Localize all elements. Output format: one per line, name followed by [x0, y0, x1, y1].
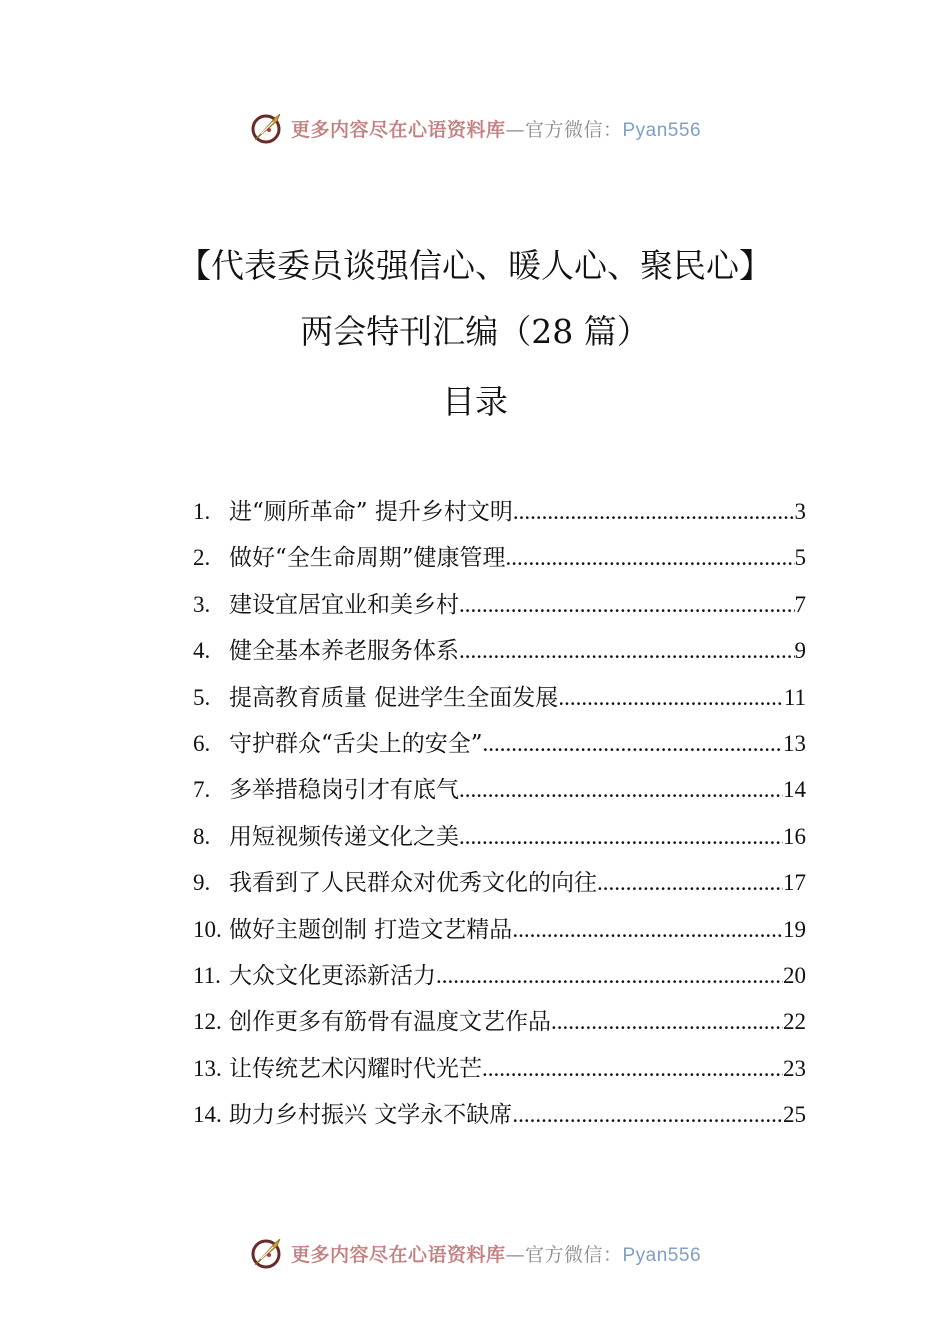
toc-dot-leader: [513, 489, 795, 535]
toc-entry-page: 25: [783, 1102, 806, 1128]
watermark-banner-bottom: [0, 1231, 950, 1275]
watermark-banner-top: [0, 106, 950, 150]
toc-entry-title: 用短视频传递文化之美: [229, 823, 459, 850]
toc-entry-number: 1.: [193, 499, 211, 524]
watermark-text: [291, 115, 701, 142]
toc-entry-title: 多举措稳岗引才有底气: [229, 777, 459, 804]
toc-entry-page: 19: [783, 916, 806, 942]
toc-dot-leader: [483, 721, 783, 767]
watermark-text-blue: Pyan556: [622, 119, 702, 141]
toc-entry-title: 做好“全生命周期”健康管理: [229, 545, 506, 572]
toc-dot-leader: [459, 814, 783, 860]
toc-entry-title: 大众文化更添新活力: [229, 962, 436, 989]
toc-dot-leader: [558, 675, 784, 721]
toc-entry-number: 3.: [193, 591, 211, 617]
toc-entry-2[interactable]: [193, 535, 806, 581]
toc-entry-title: 提高教育质量 促进学生全面发展: [229, 684, 559, 711]
toc-dot-leader: [512, 907, 783, 953]
toc-dot-leader: [506, 535, 795, 581]
toc-entry-title: 创作更多有筋骨有温度文艺作品: [229, 1009, 551, 1036]
toc-entry-number: 8.: [193, 823, 211, 849]
toc-entry-1[interactable]: [193, 489, 806, 535]
toc-entry-number: 12.: [193, 1009, 222, 1035]
toc-entry-8[interactable]: [193, 814, 806, 860]
toc-entry-title: 守护群众“舌尖上的安全”: [229, 730, 483, 757]
toc-entry-title: 让传统艺术闪耀时代光芒: [229, 1055, 482, 1082]
toc-entry-page: 17: [783, 870, 806, 896]
toc-entry-5[interactable]: [193, 675, 806, 721]
toc-entry-page: 22: [783, 1009, 806, 1035]
toc-entry-title: 助力乡村振兴 文学永不缺席: [229, 1102, 513, 1129]
toc-entry-page: 11: [783, 684, 806, 710]
toc-entry-number: 14.: [193, 1102, 222, 1128]
toc-entry-number: 4.: [193, 638, 211, 664]
watermark-text-red: 更多内容尽在心语资料库: [290, 118, 506, 141]
toc-dot-leader: [459, 628, 795, 674]
toc-dot-leader: [512, 1092, 783, 1138]
toc-entry-14[interactable]: [193, 1092, 806, 1138]
watermark-text-gray: —官方微信：: [505, 1243, 623, 1266]
toc-entry-page: 13: [783, 730, 806, 756]
toc-entry-number: 13.: [193, 1055, 222, 1081]
toc-entry-title: 进“厕所革命” 提升乡村文明: [229, 499, 513, 525]
toc-entry-title: 健全基本养老服务体系: [229, 638, 459, 665]
toc-entry-page: 7: [794, 591, 806, 617]
toc-entry-page: 3: [794, 499, 806, 524]
toc-entry-6[interactable]: [193, 721, 806, 767]
toc-entry-number: 6.: [193, 730, 211, 756]
toc-entry-page: 5: [794, 545, 806, 571]
toc-entry-10[interactable]: [193, 907, 806, 953]
quill-logo-icon: [249, 1235, 285, 1271]
toc-entry-page: 16: [783, 823, 806, 849]
toc-entry-title: 建设宜居宜业和美乡村: [229, 591, 459, 618]
toc-dot-leader: [459, 767, 783, 813]
table-of-contents: [193, 489, 806, 1138]
toc-entry-13[interactable]: [193, 1046, 806, 1092]
quill-logo-icon: [249, 110, 285, 146]
toc-entry-11[interactable]: [193, 953, 806, 999]
toc-entry-number: 10.: [193, 916, 222, 942]
toc-entry-number: 2.: [193, 545, 211, 571]
toc-entry-9[interactable]: [193, 860, 806, 906]
watermark-text-gray: —官方微信：: [505, 118, 623, 141]
toc-dot-leader: [551, 999, 783, 1045]
toc-dot-leader: [482, 1046, 783, 1092]
toc-dot-leader: [459, 582, 795, 628]
toc-entry-number: 5.: [193, 684, 211, 710]
toc-entry-title: 我看到了人民群众对优秀文化的向往: [229, 870, 597, 897]
toc-entry-page: 14: [783, 777, 806, 803]
toc-entry-4[interactable]: [193, 628, 806, 674]
watermark-text-red: 更多内容尽在心语资料库: [290, 1243, 506, 1266]
toc-entry-number: 9.: [193, 870, 211, 896]
watermark-text-blue: Pyan556: [622, 1244, 702, 1266]
toc-dot-leader: [436, 953, 783, 999]
document-title-line2: 两会特刊汇编（28 篇）: [300, 312, 650, 351]
toc-entry-12[interactable]: [193, 999, 806, 1045]
watermark-text: [291, 1240, 701, 1267]
toc-entry-7[interactable]: [193, 767, 806, 813]
toc-entry-number: 7.: [193, 777, 211, 803]
toc-entry-title: 做好主题创制 打造文艺精品: [229, 916, 513, 943]
document-title-line1: 【代表委员谈强信心、暖人心、聚民心】: [178, 246, 772, 285]
toc-entry-number: 11.: [193, 962, 221, 988]
toc-entry-page: 20: [783, 962, 806, 988]
toc-entry-page: 23: [783, 1055, 806, 1081]
toc-entry-3[interactable]: [193, 582, 806, 628]
toc-heading: 目录: [442, 382, 508, 421]
toc-entry-page: 9: [794, 638, 806, 664]
toc-dot-leader: [597, 860, 783, 906]
